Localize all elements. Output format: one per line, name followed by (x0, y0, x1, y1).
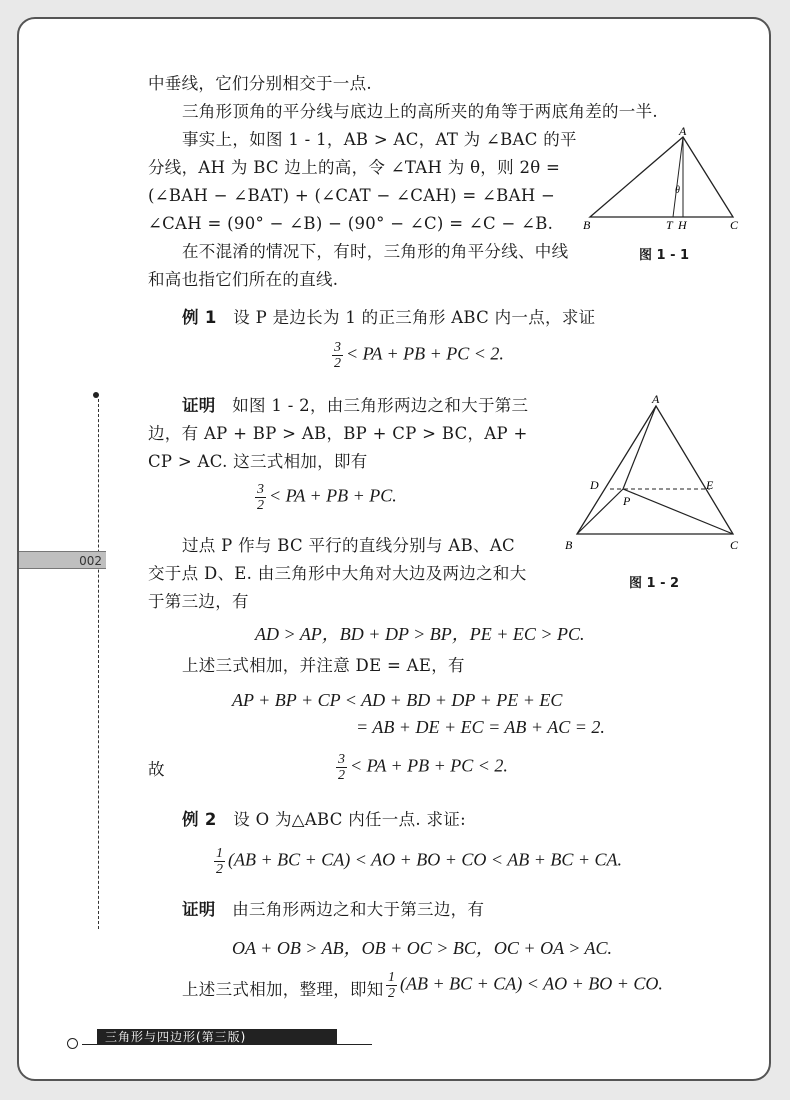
text-line-4: 分线，AH 为 BC 边上的高，令 ∠TAH 为 θ，则 2θ = (148, 158, 561, 177)
figure-1-2 (560, 392, 750, 562)
fig1-label-A: A (679, 125, 687, 138)
proof-1-equation-4a: AP + BP + CP < AD + BD + DP + PE + EC (232, 690, 563, 710)
proof-2-equation-2: OA + OB > AB，OB + OC > BC，OC + OA > AC. (232, 938, 613, 958)
text-line-1: 中垂线，它们分别相交于一点. (148, 74, 372, 93)
example-1-equation: $\frac{3}{2}$ < PA + PB + PC < 2. (334, 340, 504, 371)
proof-1-line-2: 边，有 AP + BP > AB，BP + CP > BC，AP + (148, 424, 528, 443)
fig2-label-A: A (652, 392, 660, 406)
fig1-label-C: C (730, 218, 739, 232)
fig1-label-B: B (583, 218, 591, 232)
proof-1-equation-4b: = AB + DE + EC = AB + AC = 2. (356, 717, 605, 737)
proof-1-line-1: 证明 如图 1 - 2，由三角形两边之和大于第三 (182, 396, 529, 415)
example-2-text: 设 O 为△ABC 内任一点. 求证: (233, 810, 466, 829)
figure-1-1 (580, 125, 750, 235)
fig2-label-D: D (590, 478, 599, 492)
text-line-8: 和高也指它们所在的直线. (148, 270, 339, 289)
proof-1-equation-5: $\frac{3}{2}$ < PA + PB + PC < 2. (338, 752, 508, 783)
proof-1-line-6: 于第三边，有 (148, 592, 249, 611)
fig1-label-H: H (678, 218, 687, 232)
example-2-label: 例 2 (182, 810, 217, 829)
fraction-3-2: $\frac{3}{2}$ (257, 482, 264, 513)
fig2-triangle (577, 406, 733, 534)
therefore-label: 故 (148, 760, 165, 779)
proof-1-label: 证明 (182, 396, 216, 415)
text-line-6: ∠CAH = (90° − ∠B) − (90° − ∠C) = ∠C − ∠B. (148, 214, 554, 233)
example-1-label: 例 1 (182, 308, 217, 327)
example-2-line (182, 806, 466, 834)
margin-dot (93, 392, 99, 398)
margin-dashed-line (98, 399, 99, 929)
proof-1-line-5: 交于点 D、E. 由三角形中大角对大边及两边之和大 (148, 564, 527, 583)
fig1-label-theta: θ (675, 185, 680, 196)
proof-2-line-2: 上述三式相加，整理，即知 (182, 980, 384, 999)
proof-2-equation-3: $\frac{1}{2}$ (AB + BC + CA) < AO + BO + CO. (388, 970, 663, 1001)
fig2-line-AP (623, 406, 656, 489)
text-line-5: (∠BAH − ∠BAT) + (∠CAT − ∠CAH) = ∠BAH − (148, 186, 556, 205)
text-line-7: 在不混淆的情况下，有时，三角形的角平分线、中线 (182, 242, 569, 261)
text-line-3: 事实上，如图 1 - 1，AB > AC，AT 为 ∠BAC 的平 (182, 130, 577, 149)
proof-1-line-4: 过点 P 作与 BC 平行的直线分别与 AB、AC (182, 536, 515, 555)
figure-1-2-caption: 图 1 - 2 (629, 576, 680, 591)
fig2-line-CP (623, 489, 733, 534)
footer-circle-icon (67, 1038, 78, 1049)
fig2-label-P: P (623, 494, 631, 508)
fig2-label-E: E (706, 478, 714, 492)
proof-2-label: 证明 (182, 900, 216, 919)
example-1-text: 设 P 是边长为 1 的正三角形 ABC 内一点，求证 (233, 308, 596, 327)
proof-1-equation-3: AD > AP，BD + DP > BP，PE + EC > PC. (255, 624, 585, 644)
fig2-label-B: B (565, 538, 573, 552)
proof-1-equation-2: $\frac{3}{2}$ < PA + PB + PC. (257, 482, 397, 513)
fraction-3-2: $\frac{3}{2}$ (334, 340, 341, 371)
fig1-triangle (590, 137, 733, 217)
fraction-1-2: $\frac{1}{2}$ (216, 846, 223, 877)
fraction-1-2: $\frac{1}{2}$ (388, 970, 395, 1001)
page-number: 002 (19, 551, 106, 569)
example-1-line (182, 304, 595, 332)
footer-book-title: 三角形与四边形(第三版) (97, 1029, 337, 1045)
fig1-bisector-AT (673, 137, 683, 217)
figure-1-1-caption: 图 1 - 1 (639, 248, 690, 263)
fig1-label-T: T (666, 218, 673, 232)
fig2-label-C: C (730, 538, 739, 552)
proof-1-line-3: CP > AC. 这三式相加，即有 (148, 452, 368, 471)
example-2-equation: $\frac{1}{2}$ (AB + BC + CA) < AO + BO + CO < AB + BC + CA. (216, 846, 622, 877)
proof-2-line-1: 证明 由三角形两边之和大于第三边，有 (182, 900, 485, 919)
proof-1-line-7: 上述三式相加，并注意 DE = AE，有 (182, 656, 465, 675)
fraction-3-2: $\frac{3}{2}$ (338, 752, 345, 783)
text-line-2: 三角形顶角的平分线与底边上的高所夹的角等于两底角差的一半. (182, 102, 658, 121)
